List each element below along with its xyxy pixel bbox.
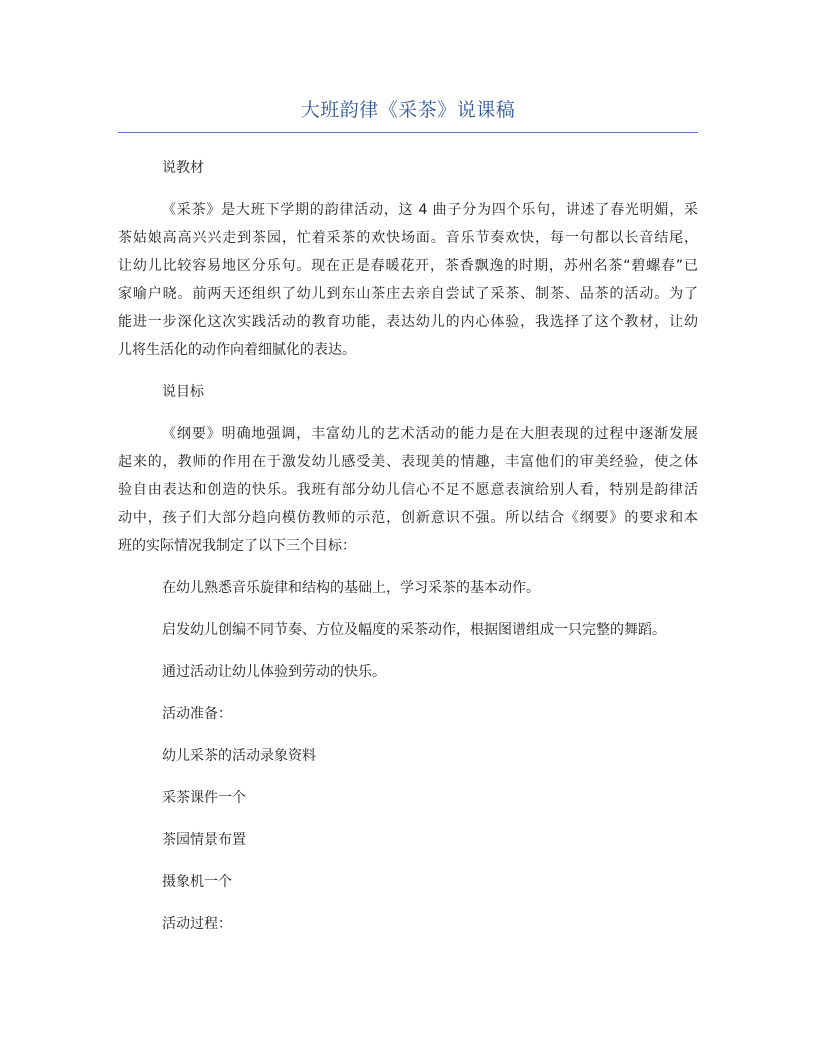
paragraph-line: 起来的，教师的作用在于激发幼儿感受美、表现美的情趣，丰富他们的审美经验，使之体	[118, 454, 698, 470]
goal-item: 启发幼儿创编不同节奏、方位及幅度的采茶动作，根据图谱组成一只完整的舞蹈。	[162, 622, 666, 638]
paragraph-line: 《采茶》是大班下学期的韵律活动，这 4 曲子分为四个乐句，讲述了春光明媚，采	[162, 202, 698, 218]
document-body	[118, 154, 698, 938]
paragraph-jiaocai	[118, 196, 698, 364]
paragraph-line: 能进一步深化这次实践活动的教育功能，表达幼儿的内心体验，我选择了这个教材，让幼	[118, 314, 698, 330]
prep-item: 幼儿采茶的活动录象资料	[162, 748, 316, 764]
paragraph-line: 茶姑娘高高兴兴走到茶园，忙着采茶的欢快场面。音乐节奏欢快，每一句都以长音结尾，	[118, 230, 698, 246]
paragraph-mubiao	[118, 420, 698, 560]
document-title: 大班韵律《采茶》说课稿	[300, 99, 516, 121]
section-heading-prep: 活动准备：	[162, 706, 232, 722]
goal-item: 在幼儿熟悉音乐旋律和结构的基础上，学习采茶的基本动作。	[162, 580, 540, 596]
goal-item: 通过活动让幼儿体验到劳动的快乐。	[162, 664, 386, 680]
paragraph-line: 儿将生活化的动作向着细腻化的表达。	[118, 342, 356, 358]
prep-item: 采茶课件一个	[162, 790, 246, 806]
section-heading-process: 活动过程：	[162, 916, 232, 932]
prep-item: 摄象机一个	[162, 874, 232, 890]
section-heading-jiaocai: 说教材	[162, 160, 204, 176]
paragraph-line: 验自由表达和创造的快乐。我班有部分幼儿信心不足不愿意表演给别人看，特别是韵律活	[118, 482, 698, 498]
paragraph-line: 家喻户晓。前两天还组织了幼儿到东山茶庄去亲自尝试了采茶、制茶、品茶的活动。为了	[118, 286, 698, 302]
paragraph-line: 班的实际情况我制定了以下三个目标：	[118, 538, 356, 554]
paragraph-line: 动中，孩子们大部分趋向模仿教师的示范，创新意识不强。所以结合《纲要》的要求和本	[118, 510, 698, 526]
paragraph-line: 让幼儿比较容易地区分乐句。现在正是春暖花开，茶香飘逸的时期，苏州名茶“碧螺春”已	[118, 258, 698, 274]
prep-item: 茶园情景布置	[162, 832, 246, 848]
paragraph-line: 《纲要》明确地强调，丰富幼儿的艺术活动的能力是在大胆表现的过程中逐渐发展	[162, 426, 698, 442]
title-underline	[118, 132, 698, 133]
section-heading-mubiao: 说目标	[162, 384, 204, 400]
